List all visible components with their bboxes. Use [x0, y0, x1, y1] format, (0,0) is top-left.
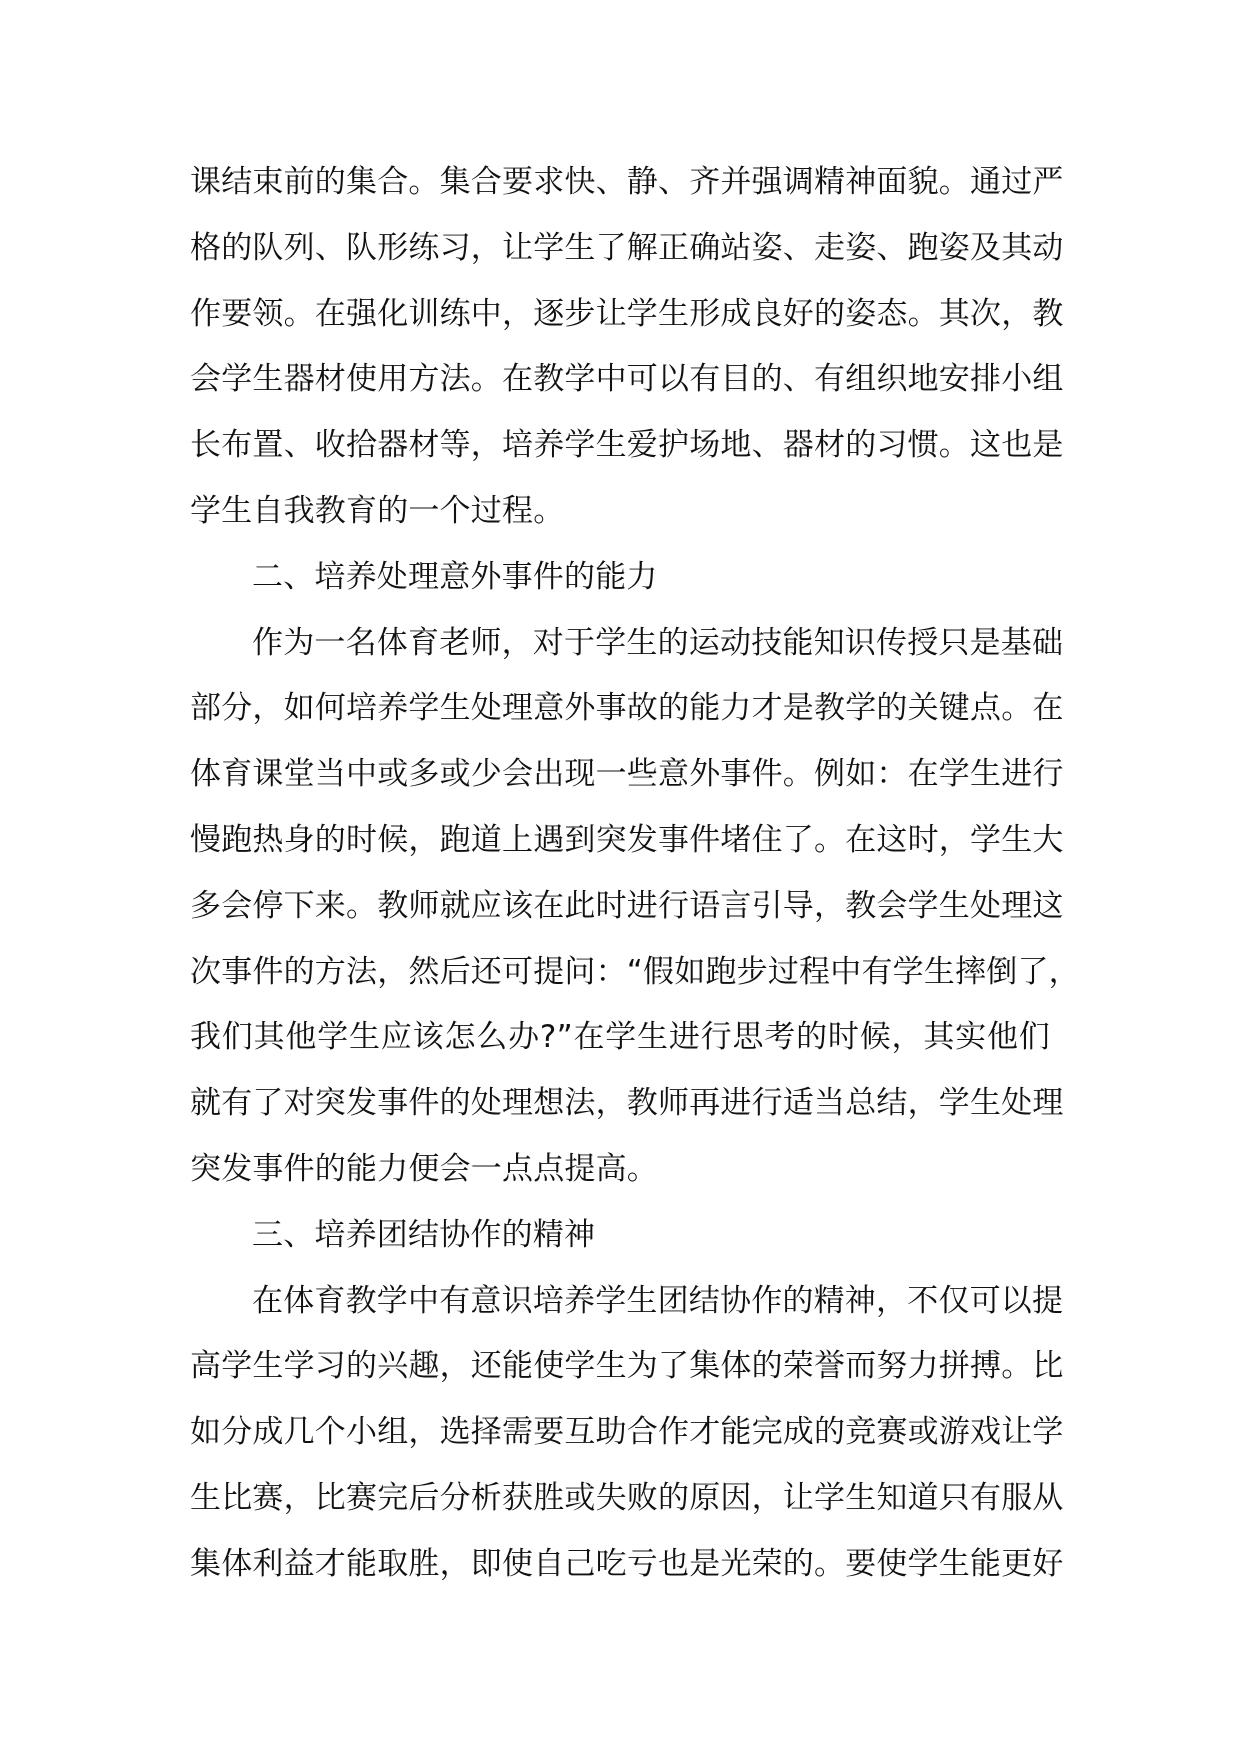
- body-line: 作要领。在强化训练中，逐步让学生形成良好的姿态。其次，教: [190, 295, 1064, 332]
- body-line: 多会停下来。教师就应该在此时进行语言引导，教会学生处理这: [190, 887, 1064, 924]
- body-line: 在体育教学中有意识培养学生团结协作的精神，不仅可以提: [252, 1282, 1064, 1319]
- body-line: 高学生学习的兴趣，还能使学生为了集体的荣誉而努力拼搏。比: [190, 1348, 1064, 1385]
- body-line: 突发事件的能力便会一点点提高。: [190, 1150, 658, 1187]
- body-line: 我们其他学生应该怎么办?”在学生进行思考的时候，其实他们: [190, 1019, 1050, 1056]
- body-line: 体育课堂当中或多或少会出现一些意外事件。例如：在学生进行: [190, 756, 1064, 793]
- body-line: 慢跑热身的时候，跑道上遇到突发事件堵住了。在这时，学生大: [190, 821, 1064, 858]
- document-body: [190, 150, 1080, 1598]
- section-heading-2: 二、培养处理意外事件的能力: [252, 558, 658, 595]
- body-line: 课结束前的集合。集合要求快、静、齐并强调精神面貌。通过严: [190, 164, 1064, 200]
- body-line: 部分，如何培养学生处理意外事故的能力才是教学的关键点。在: [190, 690, 1064, 727]
- body-line: 作为一名体育老师，对于学生的运动技能知识传授只是基础: [252, 624, 1064, 661]
- body-line: 长布置、收拾器材等，培养学生爱护场地、器材的习惯。这也是: [190, 427, 1064, 464]
- section-heading-3: 三、培养团结协作的精神: [252, 1216, 596, 1253]
- body-line: 会学生器材使用方法。在教学中可以有目的、有组织地安排小组: [190, 361, 1064, 398]
- body-line: 格的队列、队形练习，让学生了解正确站姿、走姿、跑姿及其动: [190, 229, 1064, 266]
- body-line: 学生自我教育的一个过程。: [190, 492, 565, 529]
- body-line: 生比赛，比赛完后分析获胜或失败的原因，让学生知道只有服从: [190, 1479, 1064, 1516]
- body-line: 就有了对突发事件的处理想法，教师再进行适当总结，学生处理: [190, 1085, 1064, 1122]
- body-line: 集体利益才能取胜，即使自己吃亏也是光荣的。要使学生能更好: [190, 1545, 1064, 1582]
- body-line: 次事件的方法，然后还可提问：“假如跑步过程中有学生摔倒了，: [190, 953, 1080, 990]
- body-line: 如分成几个小组，选择需要互助合作才能完成的竞赛或游戏让学: [190, 1414, 1064, 1451]
